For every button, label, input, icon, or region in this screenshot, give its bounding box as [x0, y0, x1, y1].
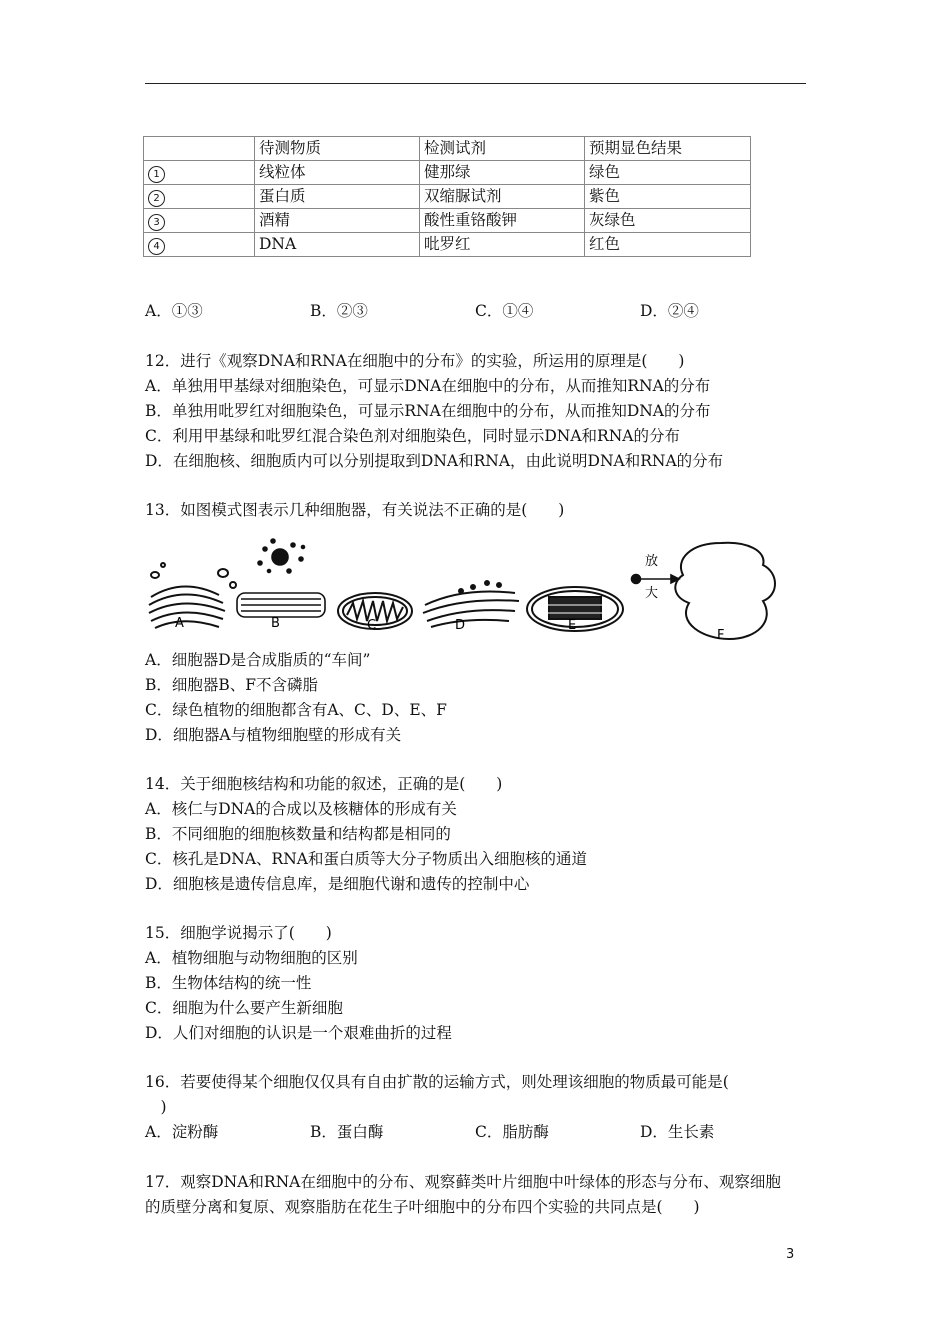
q14-option-d: D．细胞核是遗传信息库，是细胞代谢和遗传的控制中心: [145, 875, 530, 893]
table-row: [144, 209, 751, 233]
reagent-table: [143, 136, 751, 257]
table-cell: 酸性重铬酸钾: [420, 209, 585, 233]
table-header-cell: [144, 137, 255, 161]
table-row: [144, 233, 751, 257]
table-cell: 吡罗红: [420, 233, 585, 257]
q11-option-b: B．②③: [310, 302, 368, 320]
table-cell: 绿色: [585, 161, 751, 185]
q15-option-b: B．生物体结构的统一性: [145, 974, 312, 992]
table-row: [144, 161, 751, 185]
organelle-figure: [143, 535, 783, 643]
table-cell: DNA: [255, 233, 420, 257]
table-cell: 紫色: [585, 185, 751, 209]
q12-option-d: D．在细胞核、细胞质内可以分别提取到DNA和RNA，由此说明DNA和RNA的分布: [145, 452, 724, 470]
table-header-cell: 预期显色结果: [585, 137, 751, 161]
q16-option-a: A．淀粉酶: [145, 1123, 219, 1141]
table-cell: 蛋白质: [255, 185, 420, 209]
q16-option-b: B．蛋白酶: [310, 1123, 384, 1141]
figure-label-e: E: [568, 618, 577, 633]
table-header-cell: 待测物质: [255, 137, 420, 161]
q12-option-b: B．单独用吡罗红对细胞染色，可显示RNA在细胞中的分布，从而推知DNA的分布: [145, 402, 711, 420]
q11-option-c: C．①④: [475, 302, 534, 320]
table-row: [144, 185, 751, 209]
q14-option-a: A．核仁与DNA的合成以及核糖体的形成有关: [145, 800, 457, 818]
figure-label-a: A: [175, 616, 184, 631]
organelle-diagram: [143, 535, 783, 643]
table-header-cell: 检测试剂: [420, 137, 585, 161]
table-cell: 线粒体: [255, 161, 420, 185]
table-cell: 酒精: [255, 209, 420, 233]
q17-stem-line2: 的质壁分离和复原、观察脂肪在花生子叶细胞中的分布四个实验的共同点是( ): [145, 1198, 700, 1216]
q15-option-d: D．人们对细胞的认识是一个艰难曲折的过程: [145, 1024, 452, 1042]
figure-label-b: B: [271, 616, 280, 631]
organelle-b-centriole: [237, 539, 325, 617]
figure-label-d: D: [455, 618, 466, 633]
q16-option-c: C．脂肪酶: [475, 1123, 549, 1141]
q14-stem: 14．关于细胞核结构和功能的叙述，正确的是( ): [145, 775, 503, 793]
q17-stem-line1: 17．观察DNA和RNA在细胞中的分布、观察藓类叶片细胞中叶绿体的形态与分布、观察细胞: [145, 1173, 781, 1191]
q11-option-d: D．②④: [640, 302, 699, 320]
zoom-arrow: [632, 575, 680, 584]
q16-option-d: D．生长素: [640, 1123, 715, 1141]
q11-option-a: A．①③: [145, 302, 203, 320]
table-cell: 红色: [585, 233, 751, 257]
table-header-row: [144, 137, 751, 161]
row-number-badge: 4: [148, 238, 165, 255]
q15-option-a: A．植物细胞与动物细胞的区别: [145, 949, 358, 967]
row-number-badge: 1: [148, 166, 165, 183]
figure-label-c: C: [367, 618, 377, 633]
q16-stem-line2: ): [145, 1098, 167, 1116]
q12-stem: 12．进行《观察DNA和RNA在细胞中的分布》的实验，所运用的原理是( ): [145, 352, 685, 370]
q13-option-d: D．细胞器A与植物细胞壁的形成有关: [145, 726, 402, 744]
table-cell: 双缩脲试剂: [420, 185, 585, 209]
organelle-f-ribosome: [675, 543, 775, 639]
page-number: 3: [786, 1247, 795, 1262]
q13-option-a: A．细胞器D是合成脂质的“车间”: [145, 651, 371, 669]
q13-stem: 13．如图模式图表示几种细胞器，有关说法不正确的是( ): [145, 501, 565, 519]
organelle-d-er: [423, 581, 519, 627]
q13-option-c: C．绿色植物的细胞都含有A、C、D、E、F: [145, 701, 447, 719]
organelle-a-golgi: [149, 563, 236, 628]
q15-option-c: C．细胞为什么要产生新细胞: [145, 999, 343, 1017]
q12-option-c: C．利用甲基绿和吡罗红混合染色剂对细胞染色，同时显示DNA和RNA的分布: [145, 427, 680, 445]
header-rule: [145, 83, 806, 84]
zoom-label-top: 放: [645, 554, 659, 569]
table-cell: 健那绿: [420, 161, 585, 185]
q13-option-b: B．细胞器B、F不含磷脂: [145, 676, 319, 694]
q15-stem: 15．细胞学说揭示了( ): [145, 924, 332, 942]
q14-option-c: C．核孔是DNA、RNA和蛋白质等大分子物质出入细胞核的通道: [145, 850, 587, 868]
row-number-badge: 2: [148, 190, 165, 207]
table-cell: 灰绿色: [585, 209, 751, 233]
zoom-label-bottom: 大: [645, 586, 659, 601]
q14-option-b: B．不同细胞的细胞核数量和结构都是相同的: [145, 825, 451, 843]
figure-label-f: F: [717, 628, 725, 643]
q16-stem-line1: 16．若要使得某个细胞仅仅具有自由扩散的运输方式，则处理该细胞的物质最可能是(: [145, 1073, 729, 1091]
q12-option-a: A．单独用甲基绿对细胞染色，可显示DNA在细胞中的分布，从而推知RNA的分布: [145, 377, 711, 395]
row-number-badge: 3: [148, 214, 165, 231]
